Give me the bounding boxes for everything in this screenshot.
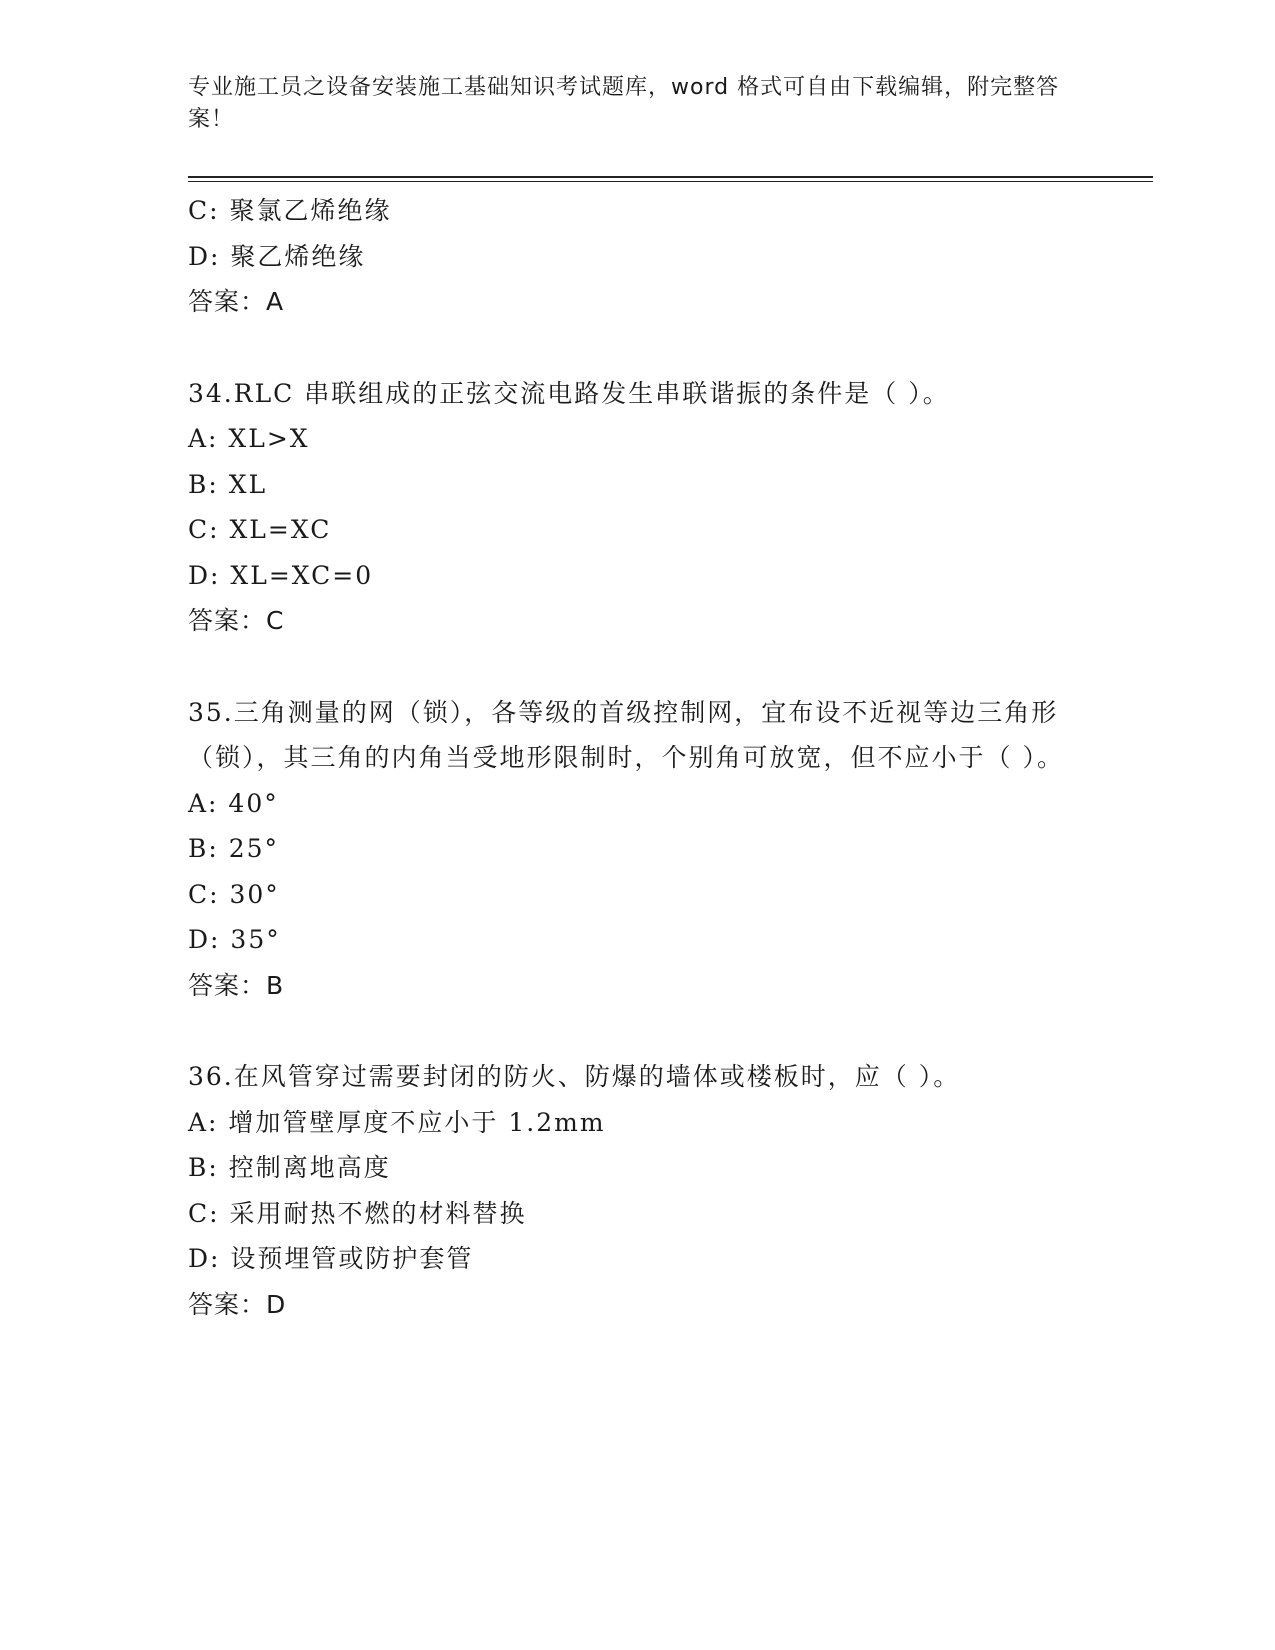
option-d: D: 设预埋管或防护套管 (188, 1244, 474, 1273)
option-b: B: XL (188, 469, 268, 499)
question-block-34 (188, 371, 1108, 644)
header-rule-thick (188, 176, 1153, 178)
option-b: B: 控制离地高度 (188, 1153, 391, 1182)
option-a: A: 40° (188, 788, 279, 818)
header-rule-thin (188, 181, 1153, 182)
question-block-35 (188, 690, 1108, 1009)
question-block-33 (188, 188, 1108, 325)
option-d: D: XL=XC=0 (188, 560, 374, 590)
question-block-36 (188, 1054, 1108, 1327)
option-a: A: 增加管壁厚度不应小于 1.2mm (188, 1107, 606, 1137)
document-header: 专业施工员之设备安装施工基础知识考试题库，word 格式可自由下载编辑，附完整答案！ (188, 75, 1060, 132)
option-c: C: 聚氯乙烯绝缘 (188, 196, 392, 225)
question-list (188, 188, 1108, 1327)
option-d: D: 35° (188, 925, 281, 954)
answer: 答案：B (188, 970, 285, 1000)
option-c: C: 30° (188, 879, 280, 909)
question-stem: 35.三角测量的网（锁），各等级的首级控制网，宜布设不近视等边三角形（锁），其三角的内角当受地形限制时，个别角可放宽，但不应小于（ ）。 (188, 697, 1064, 772)
option-b: B: 25° (188, 834, 280, 863)
answer: 答案：D (188, 1289, 287, 1319)
answer: 答案：C (188, 606, 285, 635)
option-d: D: 聚乙烯绝缘 (188, 241, 366, 271)
option-a: A: XL>X (188, 424, 310, 453)
answer: 答案：A (188, 287, 285, 316)
question-stem: 34.RLC 串联组成的正弦交流电路发生串联谐振的条件是（ ）。 (188, 378, 950, 408)
question-stem: 36.在风管穿过需要封闭的防火、防爆的墙体或楼板时，应（ ）。 (188, 1062, 961, 1091)
option-c: C: 采用耐热不燃的材料替换 (188, 1198, 527, 1228)
option-c: C: XL=XC (188, 515, 332, 544)
